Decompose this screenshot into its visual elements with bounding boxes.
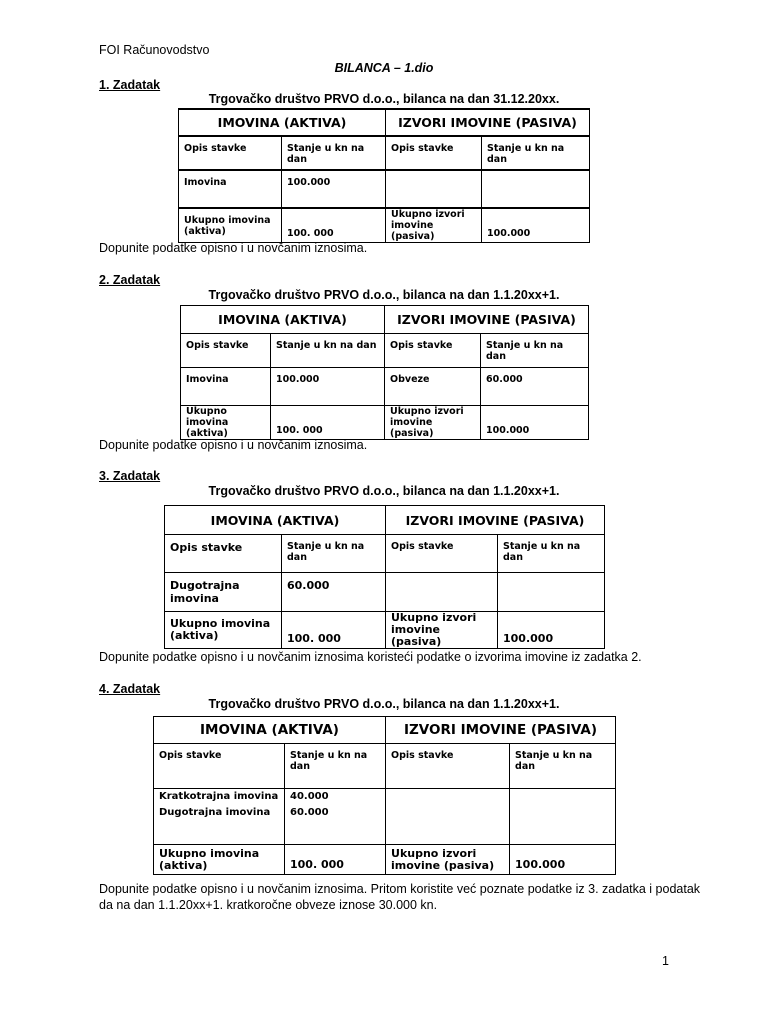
total-liabilities-value: 100.000 (481, 406, 589, 440)
total-assets-label: Ukupno imovina (aktiva) (181, 406, 271, 440)
liability-item (386, 789, 510, 845)
col-amount: Stanje u kn na dan (498, 535, 605, 573)
head-liabilities: IZVORI IMOVINE (PASIVA) (386, 109, 590, 136)
col-desc: Opis stavke (165, 535, 282, 573)
task-3-note: Dopunite podatke opisno i u novčanim iznosima koristeći podatke o izvorima imovine iz zadatka 2. (99, 650, 642, 664)
page-number: 1 (662, 954, 669, 968)
col-amount: Stanje u kn na dan (285, 744, 386, 789)
col-desc: Opis stavke (179, 136, 282, 170)
head-liabilities: IZVORI IMOVINE (PASIVA) (385, 306, 589, 334)
col-amount: Stanje u kn na dan (510, 744, 616, 789)
task-4-balance-table (153, 716, 616, 875)
page-title: BILANCA – 1.dio (334, 61, 434, 75)
task-2-balance-table (180, 305, 589, 440)
asset-value: 60.000 (282, 573, 386, 612)
liability-item (386, 573, 498, 612)
asset-item: Imovina (179, 170, 282, 208)
task-3-label: 3. Zadatak (99, 469, 161, 483)
task-4-label: 4. Zadatak (99, 682, 161, 696)
total-assets-value: 100. 000 (282, 208, 386, 243)
task-2-label: 2. Zadatak (99, 273, 161, 287)
col-desc: Opis stavke (385, 334, 481, 368)
task-3-balance-table (164, 505, 605, 649)
asset-value: 100.000 (282, 170, 386, 208)
liability-value: 60.000 (481, 368, 589, 406)
total-liabilities-value: 100.000 (482, 208, 590, 243)
asset-value-fixed: 60.000 (290, 807, 329, 818)
asset-item: Imovina (181, 368, 271, 406)
asset-item-fixed: Dugotrajna imovina (159, 807, 271, 818)
total-liabilities-label: Ukupno izvori imovine (pasiva) (386, 612, 498, 649)
head-liabilities: IZVORI IMOVINE (PASIVA) (386, 506, 605, 535)
col-amount: Stanje u kn na dan (271, 334, 385, 368)
task-1-label: 1. Zadatak (99, 78, 161, 92)
col-desc: Opis stavke (154, 744, 285, 789)
total-assets-label: Ukupno imovina (aktiva) (154, 845, 285, 875)
col-desc: Opis stavke (181, 334, 271, 368)
asset-item: Dugotrajna imovina (165, 573, 282, 612)
liability-item: Obveze (385, 368, 481, 406)
liability-item (386, 170, 482, 208)
col-desc: Opis stavke (386, 535, 498, 573)
total-liabilities-label: Ukupno izvori imovine (pasiva) (385, 406, 481, 440)
total-liabilities-label: Ukupno izvori imovine (pasiva) (386, 845, 510, 875)
task-4-caption: Trgovačko društvo PRVO d.o.o., bilanca na dan 1.1.20xx+1. (208, 697, 560, 711)
total-liabilities-value: 100.000 (510, 845, 616, 875)
head-liabilities: IZVORI IMOVINE (PASIVA) (386, 717, 616, 744)
task-2-note: Dopunite podatke opisno i u novčanim iznosima. (99, 438, 368, 452)
head-assets: IMOVINA (AKTIVA) (154, 717, 386, 744)
liability-value (510, 789, 616, 845)
total-assets-value: 100. 000 (271, 406, 385, 440)
task-1-caption: Trgovačko društvo PRVO d.o.o., bilanca na dan 31.12.20xx. (208, 92, 560, 106)
asset-item-current: Kratkotrajna imovina (159, 791, 279, 802)
total-liabilities-label: Ukupno izvori imovine (pasiva) (386, 208, 482, 243)
col-amount: Stanje u kn na dan (282, 535, 386, 573)
col-amount: Stanje u kn na dan (482, 136, 590, 170)
col-amount: Stanje u kn na dan (282, 136, 386, 170)
col-desc: Opis stavke (386, 136, 482, 170)
total-assets-label: Ukupno imovina (aktiva) (165, 612, 282, 649)
liability-value (498, 573, 605, 612)
head-assets: IMOVINA (AKTIVA) (179, 109, 386, 136)
total-assets-value: 100. 000 (285, 845, 386, 875)
task-1-note: Dopunite podatke opisno i u novčanim iznosima. (99, 241, 368, 255)
col-amount: Stanje u kn na dan (481, 334, 589, 368)
asset-value-current: 40.000 (290, 791, 329, 802)
total-liabilities-value: 100.000 (498, 612, 605, 649)
task-1-balance-table (178, 108, 590, 243)
total-assets-value: 100. 000 (282, 612, 386, 649)
task-4-note-line-1: Dopunite podatke opisno i u novčanim iznosima. Pritom koristite već poznate podatke iz 3. zadatka i podatak (99, 882, 701, 896)
total-assets-label: Ukupno imovina (aktiva) (179, 208, 282, 243)
header-course: FOI Računovodstvo (99, 43, 210, 57)
task-2-caption: Trgovačko društvo PRVO d.o.o., bilanca na dan 1.1.20xx+1. (208, 288, 560, 302)
col-desc: Opis stavke (386, 744, 510, 789)
task-3-caption: Trgovačko društvo PRVO d.o.o., bilanca na dan 1.1.20xx+1. (208, 484, 560, 498)
task-4-note-line-2: da na dan 1.1.20xx+1. kratkoročne obveze iznose 30.000 kn. (99, 898, 438, 912)
head-assets: IMOVINA (AKTIVA) (181, 306, 385, 334)
head-assets: IMOVINA (AKTIVA) (165, 506, 386, 535)
asset-value: 100.000 (271, 368, 385, 406)
liability-value (482, 170, 590, 208)
